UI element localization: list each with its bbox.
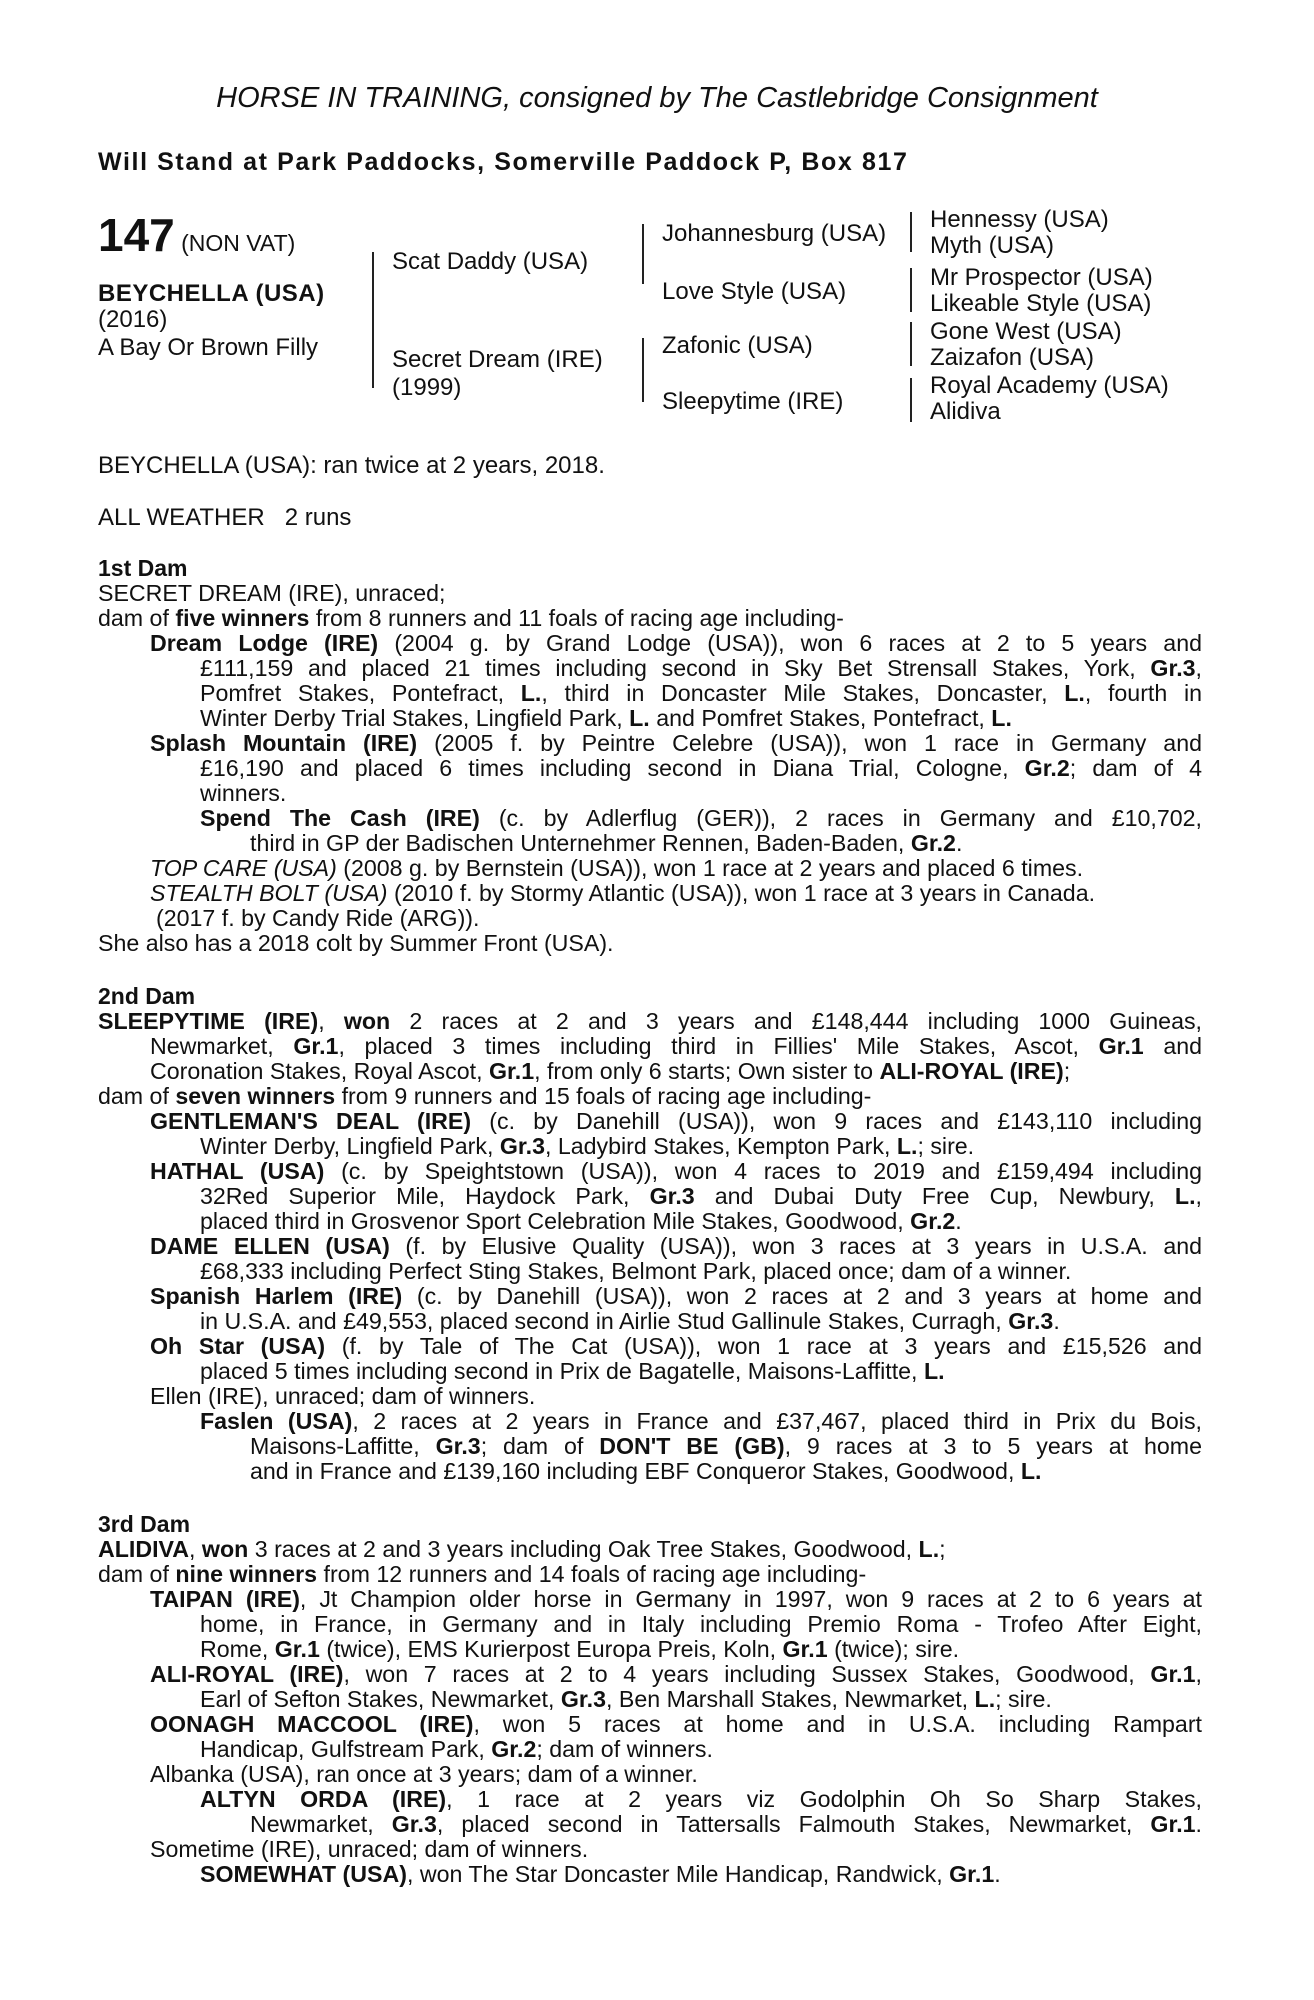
pedigree-g5: Gone West (USA) [930, 318, 1122, 345]
race-record-summary: BEYCHELLA (USA): ran twice at 2 years, 2018. [98, 452, 605, 479]
text-line: £111,159 and placed 21 times including second in Sky Bet Strensall Stakes, York, Gr.3, [200, 655, 1202, 681]
text-line: ALI-ROYAL (IRE), won 7 races at 2 to 4 years including Sussex Stakes, Goodwood, Gr.1, [150, 1661, 1202, 1687]
text-line: dam of nine winners from 12 runners and 14 foals of racing age including- [98, 1561, 867, 1587]
text-line: Ellen (IRE), unraced; dam of winners. [150, 1383, 536, 1409]
pedigree-g3: Mr Prospector (USA) [930, 264, 1153, 291]
text-line: Albanka (USA), ran once at 3 years; dam of a winner. [150, 1761, 698, 1787]
surface-label: ALL WEATHER [98, 504, 265, 531]
horse-year: (2016) [98, 306, 168, 333]
text-line: Rome, Gr.1 (twice), EMS Kurierpost Europa Preis, Koln, Gr.1 (twice); sire. [200, 1636, 960, 1662]
pedigree-brace [642, 224, 644, 284]
pedigree-dam: Secret Dream (IRE) [392, 346, 603, 373]
pedigree-sire: Scat Daddy (USA) [392, 248, 589, 275]
horse-description: A Bay Or Brown Filly [98, 334, 319, 361]
text-line: £16,190 and placed 6 times including second in Diana Trial, Cologne, Gr.2; dam of 4 [200, 755, 1202, 781]
text-line: Splash Mountain (IRE) (2005 f. by Peintre Celebre (USA)), won 1 race in Germany and [150, 730, 1202, 756]
pedigree-brace [910, 378, 912, 422]
text-line: Spanish Harlem (IRE) (c. by Danehill (USA)), won 2 races at 2 and 3 years at home and [150, 1283, 1202, 1309]
pedigree-brace [372, 252, 374, 388]
text-line: third in GP der Badischen Unternehmer Rennen, Baden-Baden, Gr.2. [250, 830, 963, 856]
lot-number [98, 208, 295, 262]
text-line: (2017 f. by Candy Ride (ARG)). [156, 905, 480, 931]
surface-runs: 2 runs [284, 504, 352, 531]
text-line: 32Red Superior Mile, Haydock Park, Gr.3 and Dubai Duty Free Cup, Newbury, L., [200, 1183, 1202, 1209]
text-line: in U.S.A. and £49,553, placed second in Airlie Stud Gallinule Stakes, Curragh, Gr.3. [200, 1308, 1060, 1334]
text-line: £68,333 including Perfect Sting Stakes, Belmont Park, placed once; dam of a winner. [200, 1258, 1072, 1284]
text-line: placed third in Grosvenor Sport Celebration Mile Stakes, Goodwood, Gr.2. [200, 1208, 962, 1234]
text-line: dam of seven winners from 9 runners and 15 foals of racing age including- [98, 1083, 872, 1109]
text-line: Handicap, Gulfstream Park, Gr.2; dam of winners. [200, 1736, 713, 1762]
text-line: Faslen (USA), 2 races at 2 years in France and £37,467, placed third in Prix du Bois, [200, 1408, 1202, 1434]
vat-status: (NON VAT) [181, 230, 296, 256]
pedigree-sire-sire: Johannesburg (USA) [662, 220, 887, 247]
pedigree-dam-dam: Sleepytime (IRE) [662, 388, 844, 415]
pedigree-dam-year: (1999) [392, 374, 462, 401]
text-line: OONAGH MACCOOL (IRE), won 5 races at home and in U.S.A. including Rampart [150, 1711, 1202, 1737]
pedigree-g1: Hennessy (USA) [930, 206, 1109, 233]
pedigree-g8: Alidiva [930, 398, 1001, 425]
surface-record [98, 504, 351, 532]
pedigree-g7: Royal Academy (USA) [930, 372, 1169, 399]
text-line: Winter Derby Trial Stakes, Lingfield Park, L. and Pomfret Stakes, Pontefract, L. [200, 705, 1012, 731]
pedigree-sire-dam: Love Style (USA) [662, 278, 847, 305]
text-line: Winter Derby, Lingfield Park, Gr.3, Ladybird Stakes, Kempton Park, L.; sire. [200, 1133, 975, 1159]
text-line: dam of five winners from 8 runners and 11 foals of racing age including- [98, 605, 844, 631]
text-line: Earl of Sefton Stakes, Newmarket, Gr.3, Ben Marshall Stakes, Newmarket, L.; sire. [200, 1686, 1052, 1712]
pedigree-brace [642, 338, 644, 402]
text-line: SOMEWHAT (USA), won The Star Doncaster Mile Handicap, Randwick, Gr.1. [200, 1861, 1001, 1887]
text-line: Pomfret Stakes, Pontefract, L., third in Doncaster Mile Stakes, Doncaster, L., fourth in [200, 680, 1203, 706]
pedigree-g2: Myth (USA) [930, 232, 1055, 259]
pedigree-dam-sire: Zafonic (USA) [662, 332, 813, 359]
text-line: Spend The Cash (IRE) (c. by Adlerflug (GER)), 2 races in Germany and £10,702, [200, 805, 1202, 831]
text-line: placed 5 times including second in Prix de Bagatelle, Maisons-Laffitte, L. [200, 1358, 945, 1384]
text-line: TOP CARE (USA) (2008 g. by Bernstein (USA)), won 1 race at 2 years and placed 6 times. [150, 855, 1084, 881]
text-line: Maisons-Laffitte, Gr.3; dam of DON'T BE (GB), 9 races at 3 to 5 years at home [250, 1433, 1203, 1459]
text-line: Sometime (IRE), unraced; dam of winners. [150, 1836, 589, 1862]
text-line: and in France and £139,160 including EBF Conqueror Stakes, Goodwood, L. [250, 1458, 1042, 1484]
text-line: SECRET DREAM (IRE), unraced; [98, 580, 446, 606]
pedigree-g4: Likeable Style (USA) [930, 290, 1152, 317]
text-line: ALTYN ORDA (IRE), 1 race at 2 years viz Godolphin Oh So Sharp Stakes, [200, 1786, 1202, 1812]
text-line: Newmarket, Gr.1, placed 3 times including third in Fillies' Mile Stakes, Ascot, Gr.1 and [150, 1033, 1202, 1059]
text-line: TAIPAN (IRE), Jt Champion older horse in Germany in 1997, won 9 races at 2 to 6 years at [150, 1586, 1202, 1612]
section-heading-2nd-dam: 2nd Dam [98, 983, 196, 1009]
pedigree-g6: Zaizafon (USA) [930, 344, 1095, 371]
text-line: Oh Star (USA) (f. by Tale of The Cat (USA)), won 1 race at 3 years and £15,526 and [150, 1333, 1202, 1359]
text-line: Newmarket, Gr.3, placed second in Tattersalls Falmouth Stakes, Newmarket, Gr.1. [250, 1811, 1202, 1837]
stand-location: Will Stand at Park Paddocks, Somerville Paddock P, Box 817 [98, 148, 909, 176]
text-line: DAME ELLEN (USA) (f. by Elusive Quality (USA)), won 3 races at 3 years in U.S.A. and [150, 1233, 1203, 1259]
page-title: HORSE IN TRAINING, consigned by The Castlebridge Consignment [216, 82, 1098, 114]
text-line: GENTLEMAN'S DEAL (IRE) (c. by Danehill (USA)), won 9 races and £143,110 including [150, 1108, 1202, 1134]
text-line: home, in France, in Germany and in Italy including Premio Roma - Trofeo After Eight, [200, 1611, 1202, 1637]
section-heading-1st-dam: 1st Dam [98, 555, 188, 581]
text-line: Dream Lodge (IRE) (2004 g. by Grand Lodge (USA)), won 6 races at 2 to 5 years and [150, 630, 1202, 656]
text-line: winners. [200, 780, 287, 806]
pedigree-brace [910, 268, 912, 312]
text-line: ALIDIVA, won 3 races at 2 and 3 years including Oak Tree Stakes, Goodwood, L.; [98, 1536, 946, 1562]
pedigree-brace [910, 322, 912, 366]
lot-number-value: 147 [98, 209, 175, 261]
text-line: She also has a 2018 colt by Summer Front (USA). [98, 930, 614, 956]
horse-name: BEYCHELLA (USA) [98, 280, 325, 307]
pedigree-brace [910, 212, 912, 252]
text-line: STEALTH BOLT (USA) (2010 f. by Stormy Atlantic (USA)), won 1 race at 3 years in Canada. [150, 880, 1096, 906]
text-line: HATHAL (USA) (c. by Speightstown (USA)), won 4 races to 2019 and £159,494 including [150, 1158, 1202, 1184]
text-line: Coronation Stakes, Royal Ascot, Gr.1, from only 6 starts; Own sister to ALI-ROYAL (IRE); [150, 1058, 1071, 1084]
section-heading-3rd-dam: 3rd Dam [98, 1511, 191, 1537]
text-line: SLEEPYTIME (IRE), won 2 races at 2 and 3 years and £148,444 including 1000 Guineas, [98, 1008, 1202, 1034]
